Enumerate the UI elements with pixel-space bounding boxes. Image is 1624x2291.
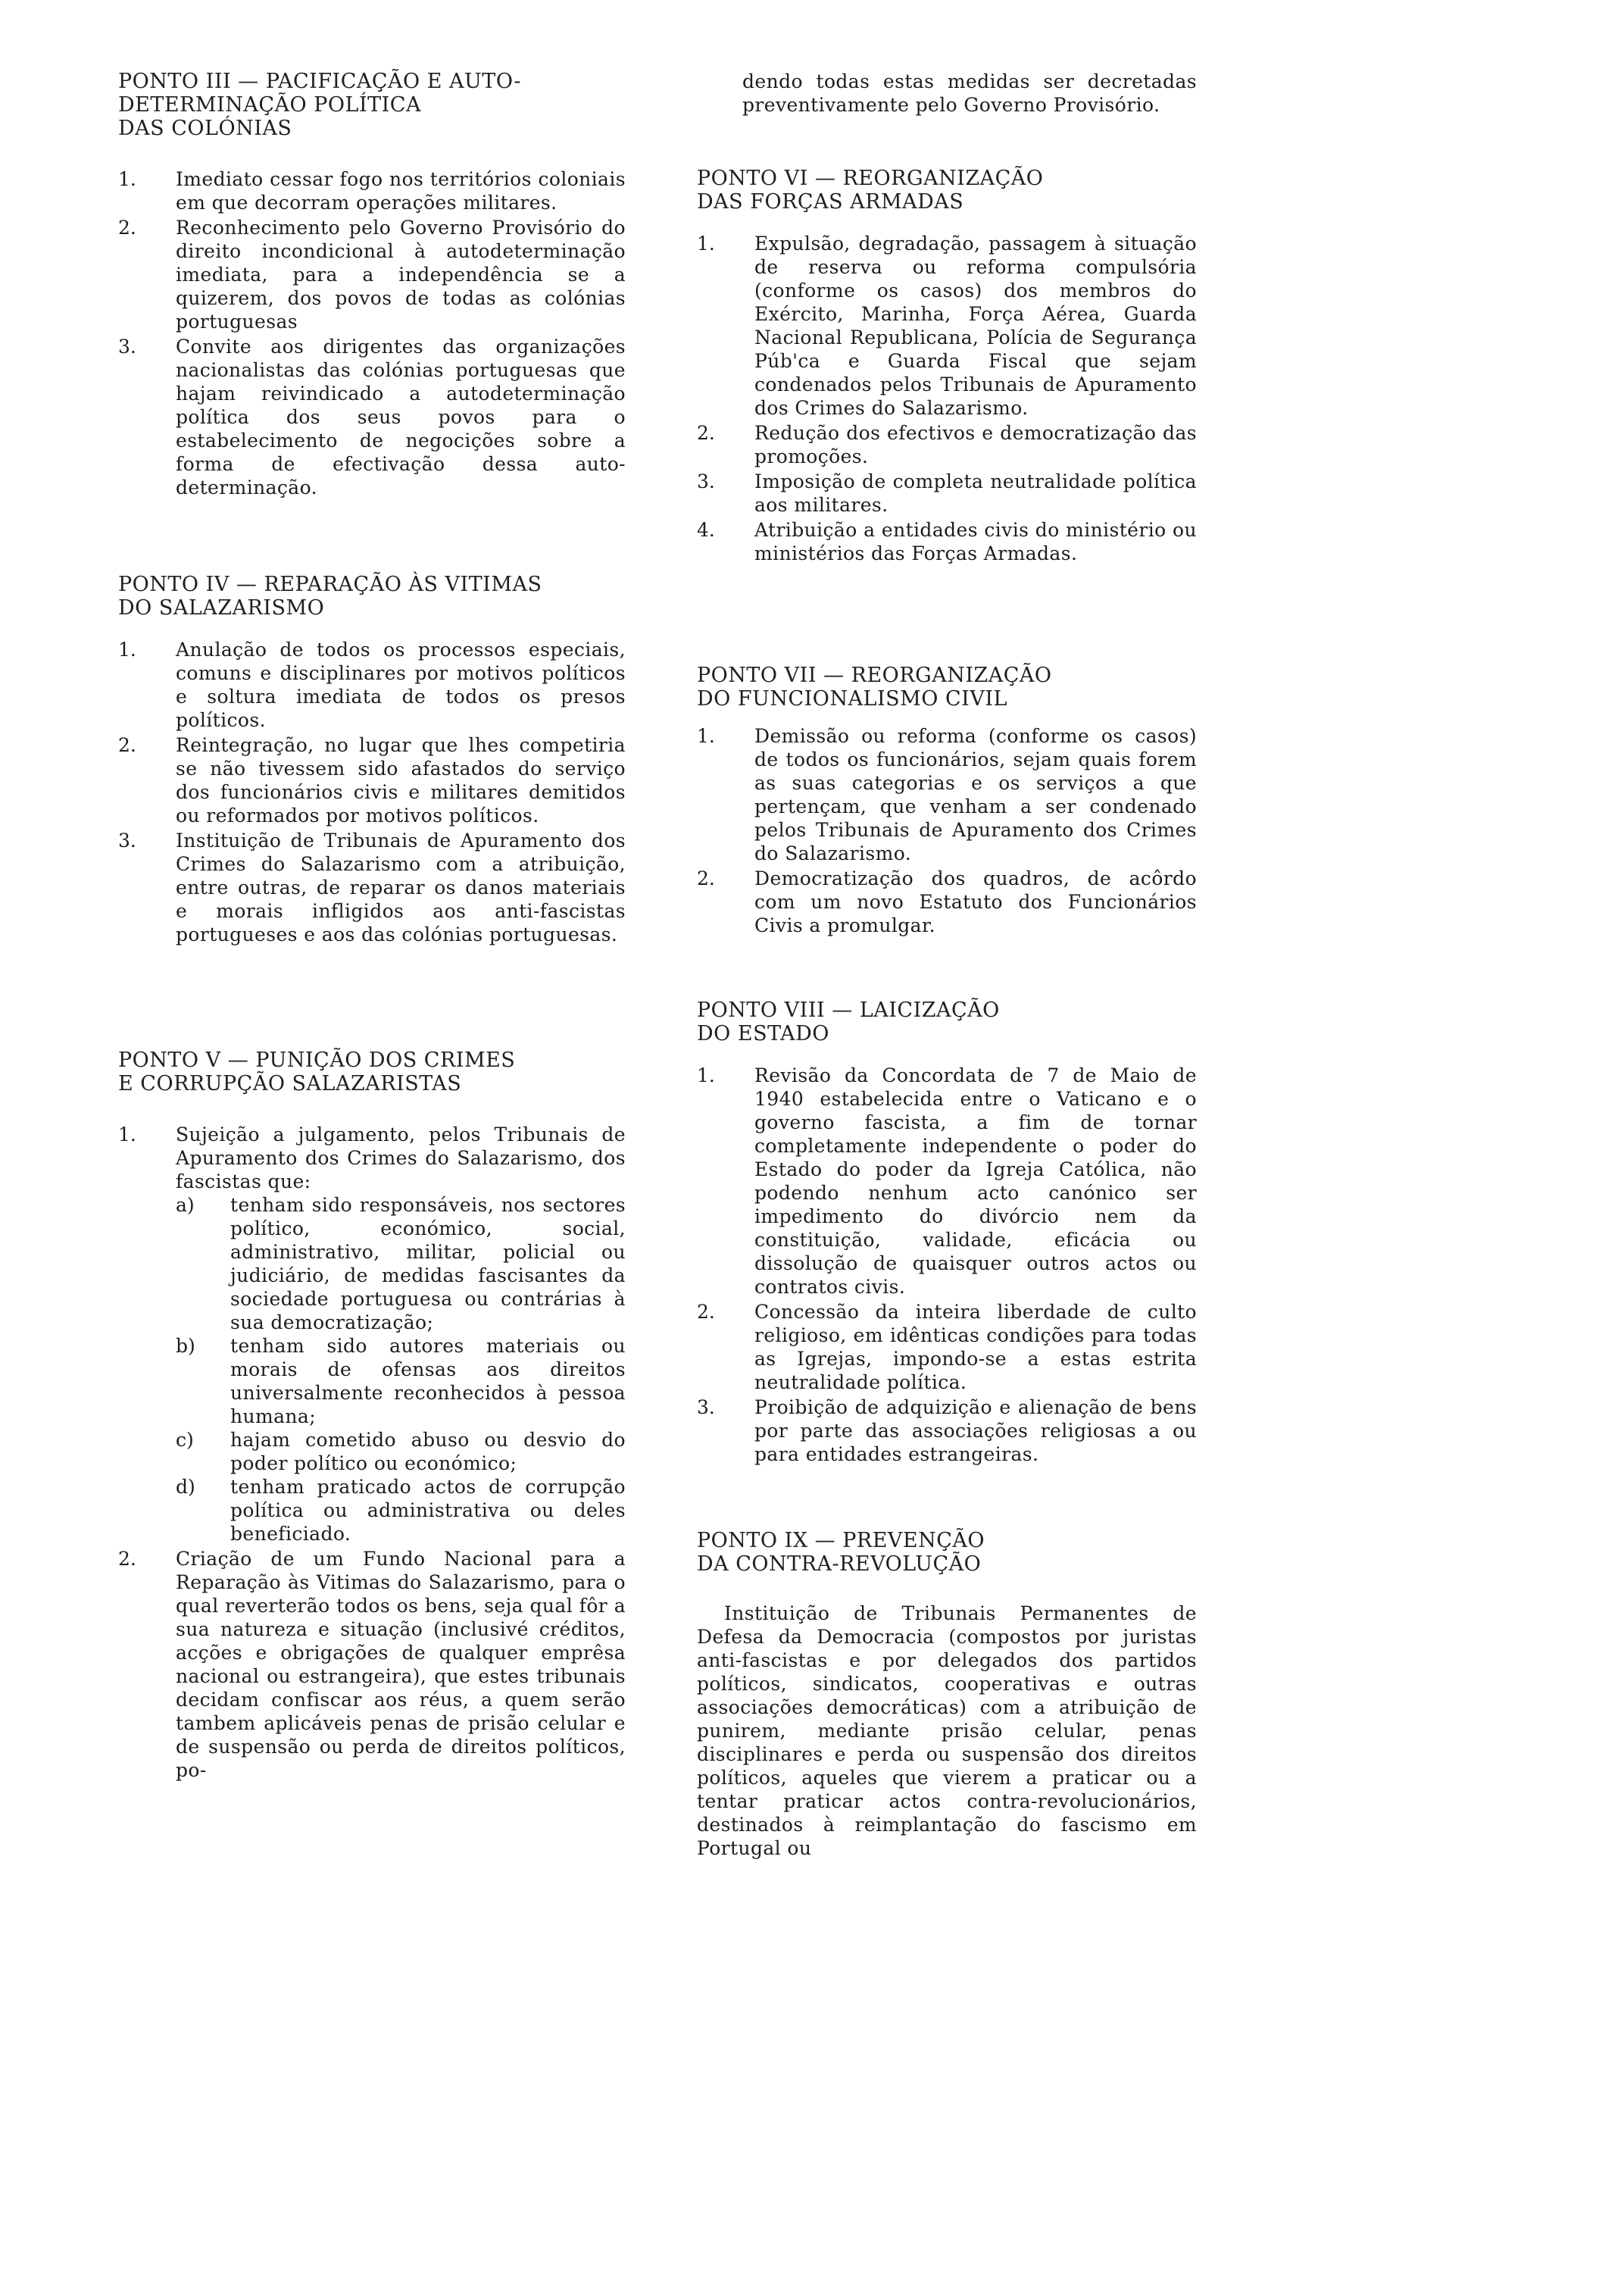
item-number: 1. (118, 639, 136, 661)
heading-line: PONTO IV — REPARAÇÃO ÀS VITIMAS (118, 573, 542, 596)
section-ponto-iv (118, 573, 626, 948)
heading-line: DA CONTRA-REVOLUÇÃO (697, 1552, 982, 1576)
section-ponto-iii (118, 70, 626, 501)
item-text: Revisão da Concordata de 7 de Maio de 1940 estabelecida entre o Vaticano e o governo fascista, a fim de tornar completamente independente o poder do Estado do poder da Igreja Católica, não podendo nenhum acto canónico ser impedimento do divórcio nem da constituição, validade, eficácia ou dissolução de quaisquer outros actos ou contratos civis. (754, 1064, 1197, 1298)
section-ponto-vi (697, 167, 1197, 567)
sub-item-text: hajam cometido abuso ou desvio do poder político ou económico; (230, 1429, 626, 1474)
sub-list-item (176, 1334, 626, 1428)
item-number: 1. (697, 1064, 715, 1086)
heading-line: DO FUNCIONALISMO CIVIL (697, 687, 1007, 711)
heading-line: DO SALAZARISMO (118, 596, 325, 620)
item-text: Reintegração, no lugar que lhes competiria se não tivessem sido afastados do serviço dos funcionários civis e militares demitidos ou reformados por motivos políticos. (176, 734, 626, 827)
item-text: Criação de um Fundo Nacional para a Reparação às Vitimas do Salazarismo, para o qual reverterão todos os bens, seja qual fôr a sua natureza e situação (inclusivé créditos, acções e obrigações de qualquer emprêsa nacional ou estrangeira), que estes tribunais decidam confiscar aos réus, a quem serão tambem aplicáveis penas de prisão celular e de suspensão ou perda de direitos políticos, po- (176, 1548, 626, 1781)
item-number: 2. (118, 217, 136, 239)
heading-line: PONTO IX — PREVENÇÃO (697, 1529, 985, 1552)
sub-item-text: tenham sido autores materiais ou morais de ofensas aos direitos universalmente reconhecidos à pessoa humana; (230, 1335, 626, 1427)
section-heading (697, 167, 1197, 214)
list-item (118, 335, 626, 499)
item-number: 3. (697, 1396, 715, 1418)
item-list (118, 638, 626, 946)
item-number: 1. (118, 168, 136, 190)
section-paragraph: Instituição de Tribunais Permanentes de Defesa da Democracia (compostos por juristas anti-fascistas e por delegados dos partidos políticos, sindicatos, cooperativas e outras associações democráticas) com a atribuição de punirem, mediante prisão celular, penas disciplinares e perda ou suspensão dos direitos políticos, aqueles que vierem a praticar ou a tentar praticar actos contra-revolucionários, destinados à reimplantação do fascismo em Portugal ou (697, 1602, 1197, 1859)
heading-line: DETERMINAÇÃO POLÍTICA (118, 93, 421, 117)
continuation-paragraph: dendo todas estas medidas ser decretadas preventivamente pelo Governo Provisório. (742, 70, 1197, 116)
item-number: 1. (697, 725, 715, 747)
list-item (118, 167, 626, 214)
item-text: Convite aos dirigentes das organizações nacionalistas das colónias portuguesas que hajam reivindicado a autodeterminação política dos seus povos para o estabelecimento de negocições sobre a forma de efectivação dessa auto-determinação. (176, 336, 626, 499)
item-text: Instituição de Tribunais de Apuramento dos Crimes do Salazarismo com a atribuição, entre outras, de reparar os danos materiais e morais infligidos aos anti-fascistas portugueses e aos das colónias portuguesas. (176, 830, 626, 945)
item-text: Sujeição a julgamento, pelos Tribunais de Apuramento dos Crimes do Salazarismo, dos fascistas que: (176, 1124, 626, 1192)
list-item (118, 733, 626, 827)
item-number: 1. (697, 233, 715, 255)
list-item (697, 1396, 1197, 1466)
list-item (697, 724, 1197, 865)
item-number: 3. (118, 830, 136, 852)
list-item (118, 1547, 626, 1782)
item-number: 2. (118, 734, 136, 756)
list-item (697, 1064, 1197, 1299)
item-number: 3. (697, 470, 715, 492)
item-text: Redução dos efectivos e democratização das promoções. (754, 422, 1197, 467)
sub-item-letter: c) (176, 1429, 194, 1451)
item-number: 4. (697, 519, 715, 541)
item-list (697, 232, 1197, 565)
section-ponto-v (118, 1049, 626, 1783)
section-heading (697, 664, 1197, 711)
heading-line: DO ESTADO (697, 1022, 829, 1045)
section-ponto-vii (697, 664, 1197, 939)
item-text: Proibição de adquizição e alienação de bens por parte das associações religiosas a ou para entidades estrangeiras. (754, 1396, 1197, 1465)
heading-line: E CORRUPÇÃO SALAZARISTAS (118, 1072, 462, 1095)
heading-line: PONTO VIII — LAICIZAÇÃO (697, 999, 1000, 1022)
continuation-text (697, 70, 1197, 117)
sub-item-letter: a) (176, 1194, 195, 1216)
item-text: Imposição de completa neutralidade política aos militares. (754, 470, 1197, 516)
list-item (118, 216, 626, 333)
list-item (697, 421, 1197, 468)
heading-line: PONTO VI — REORGANIZAÇÃO (697, 167, 1044, 190)
item-list (118, 167, 626, 499)
item-list (697, 724, 1197, 937)
sub-list-item (176, 1193, 626, 1334)
sub-item-text: tenham praticado actos de corrupção política ou administrativa ou deles beneficiado. (230, 1476, 626, 1545)
sub-item-letter: b) (176, 1335, 195, 1357)
heading-line: DAS FORÇAS ARMADAS (697, 190, 964, 214)
item-text: Demissão ou reforma (conforme os casos) de todos os funcionários, sejam quais forem as suas categorias e os serviços a que pertençam, que venham a ser condenado pelos Tribunais de Apuramento dos Crimes do Salazarismo. (754, 725, 1197, 864)
sub-list (176, 1193, 626, 1546)
heading-line: PONTO VII — REORGANIZAÇÃO (697, 664, 1052, 687)
list-item (118, 638, 626, 732)
section-ponto-viii (697, 999, 1197, 1467)
item-number: 2. (697, 422, 715, 444)
section-ponto-ix (697, 1529, 1197, 1860)
item-text: Concessão da inteira liberdade de culto religioso, em idênticas condições para todas as Igrejas, impondo-se a estas estrita neutralidade política. (754, 1301, 1197, 1393)
item-text: Reconhecimento pelo Governo Provisório do direito incondicional à autodeterminação imediata, para a independência se a quizerem, dos povos de todas as colónias portuguesas (176, 217, 626, 333)
section-heading (118, 573, 626, 620)
list-item (118, 1123, 626, 1546)
item-text: Expulsão, degradação, passagem à situação de reserva ou reforma compulsória (conforme os casos) dos membros do Exército, Marinha, Força Aérea, Guarda Nacional Republicana, Polícia de Segurança Púb'ca e Guarda Fiscal que sejam condenados pelos Tribunais de Apuramento dos Crimes do Salazarismo. (754, 233, 1197, 419)
heading-line: DAS COLÓNIAS (118, 117, 292, 140)
sub-list-item (176, 1475, 626, 1546)
section-heading (118, 70, 626, 140)
item-text: Democratização dos quadros, de acôrdo com um novo Estatuto dos Funcionários Civis a promulgar. (754, 867, 1197, 936)
item-number: 2. (697, 867, 715, 889)
item-text: Imediato cessar fogo nos territórios coloniais em que decorram operações militares. (176, 168, 626, 214)
list-item (697, 232, 1197, 420)
list-item (697, 470, 1197, 517)
sub-item-letter: d) (176, 1476, 195, 1498)
item-text: Anulação de todos os processos especiais, comuns e disciplinares por motivos políticos e soltura imediata de todos os presos políticos. (176, 639, 626, 731)
item-number: 3. (118, 336, 136, 358)
list-item (118, 829, 626, 946)
section-heading (697, 1529, 1197, 1576)
item-number: 2. (697, 1301, 715, 1323)
sub-item-text: tenham sido responsáveis, nos sectores político, económico, social, administrativo, militar, policial ou judiciário, de medidas fascisantes da sociedade portuguesa ou contrárias à sua democratização; (230, 1194, 626, 1333)
list-item (697, 867, 1197, 937)
item-text: Atribuição a entidades civis do ministério ou ministérios das Forças Armadas. (754, 519, 1197, 564)
item-number: 1. (118, 1124, 136, 1146)
section-heading (118, 1049, 626, 1095)
item-list (118, 1123, 626, 1782)
list-item (697, 1300, 1197, 1394)
heading-line: PONTO III — PACIFICAÇÃO E AUTO- (118, 70, 522, 93)
sub-list-item (176, 1428, 626, 1475)
heading-line: PONTO V — PUNIÇÃO DOS CRIMES (118, 1049, 516, 1072)
list-item (697, 518, 1197, 565)
section-heading (697, 999, 1197, 1045)
item-number: 2. (118, 1548, 136, 1570)
item-list (697, 1064, 1197, 1466)
